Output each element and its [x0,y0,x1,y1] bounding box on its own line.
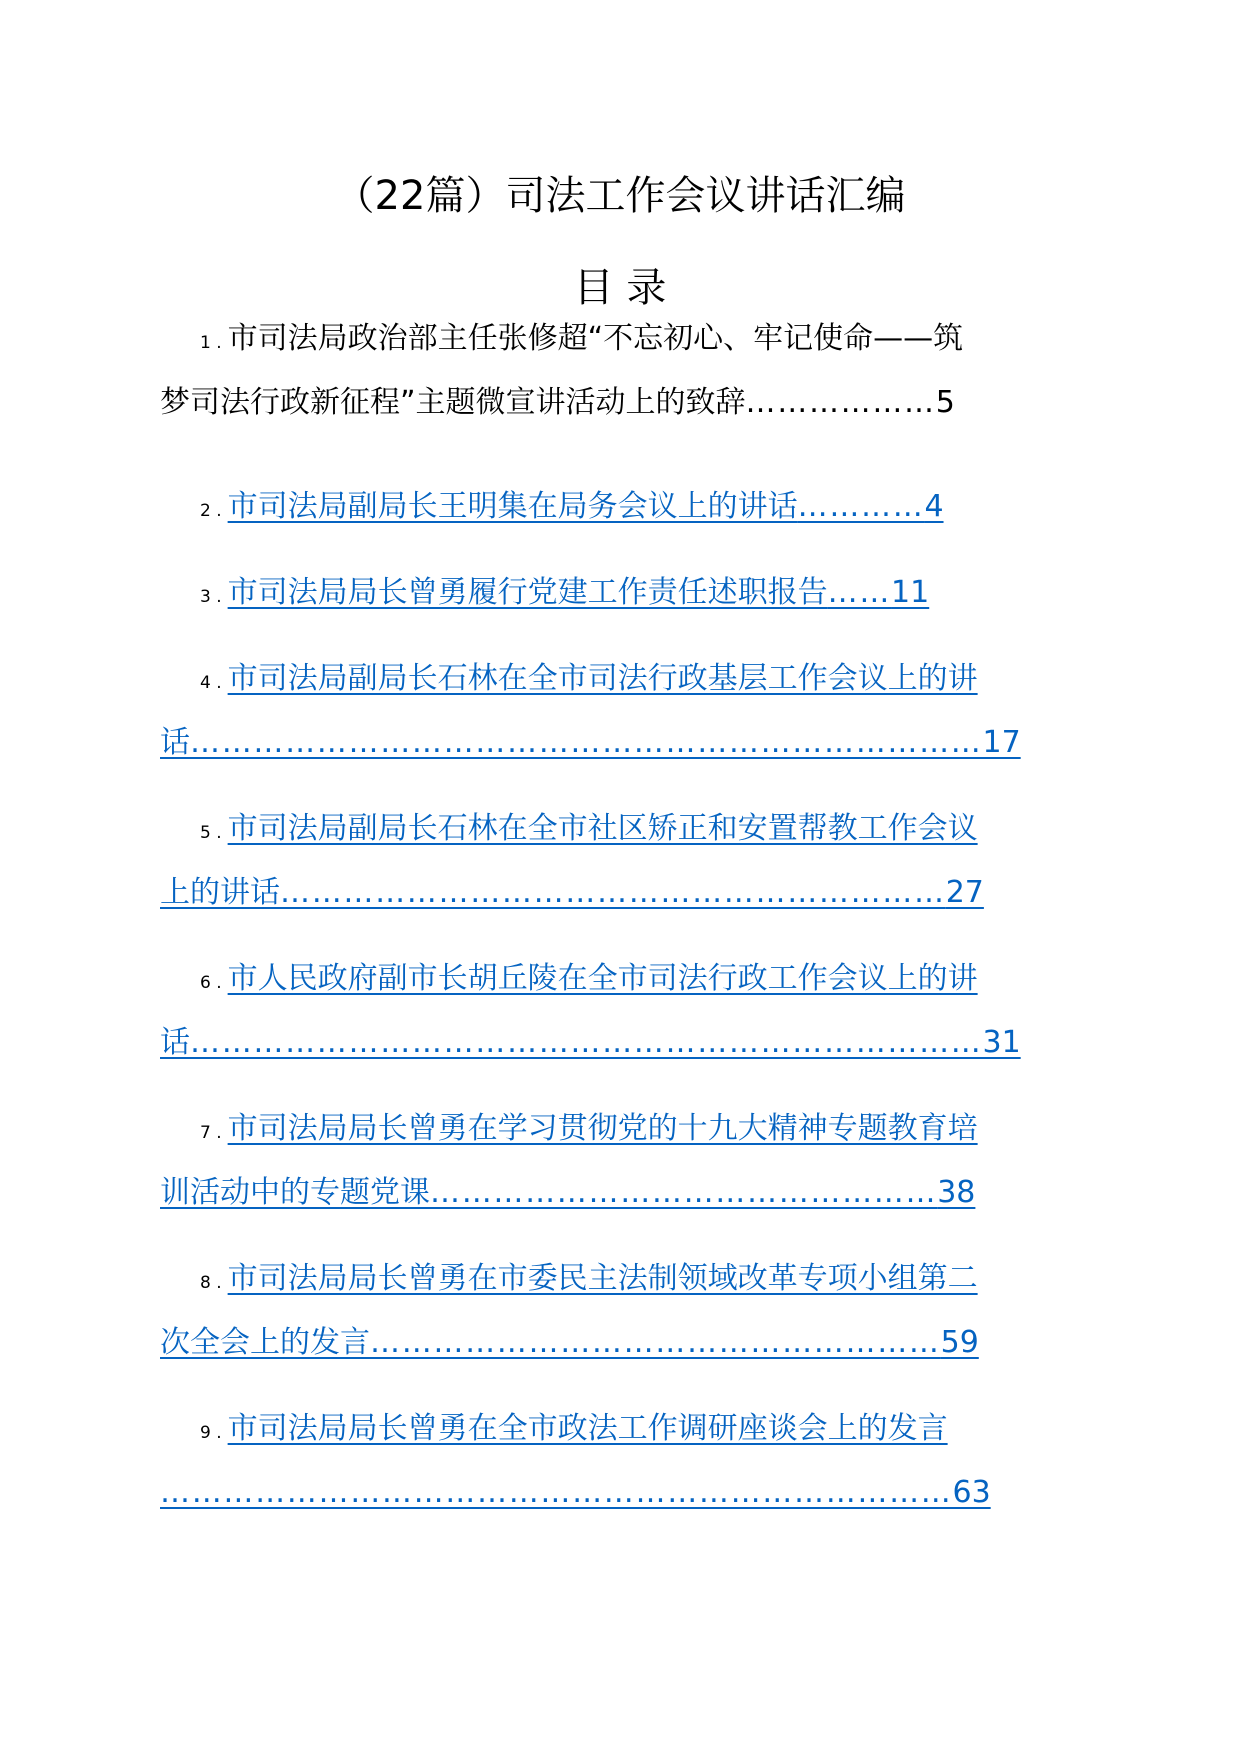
toc-entry-link[interactable]: 市司法局局长曾勇在学习贯彻党的十九大精神专题教育培 [227,1111,978,1146]
toc-leader-dots[interactable]: ……………………………………………… [370,1325,941,1360]
toc-entry-number: 2 . [200,501,222,521]
toc-leader-dots[interactable]: ………………………………………………………………… [190,725,983,760]
toc-page-number: 5 [935,385,955,420]
toc-entry-number: 6 . [200,973,222,993]
toc-entry-number: 5 . [200,823,222,843]
toc-leader-dots[interactable]: ……………………………………………………… [280,875,946,910]
toc-entry-line[interactable] [200,486,944,528]
toc-entry-line[interactable] [200,1108,978,1150]
toc-entry-line[interactable] [160,1322,979,1364]
toc-page-number[interactable]: 59 [940,1325,979,1360]
toc-entry-number: 4 . [200,673,222,693]
toc-entry-link-continued[interactable] [160,725,1021,760]
toc-leader-dots: ……………… [745,385,936,420]
toc-entry-line [160,382,955,424]
toc-leader-dots[interactable]: ………………………………………… [430,1175,938,1210]
toc-entry-number: 8 . [200,1273,222,1293]
toc-entry-link[interactable] [228,489,944,524]
toc-leader-dots[interactable]: …… [827,575,892,610]
toc-entry-title-continued[interactable]: 训活动中的专题党课 [160,1175,430,1210]
toc-entry-link-continued[interactable] [160,1325,979,1360]
toc-entry-title-continued[interactable]: 上的讲话 [160,875,280,910]
toc-entry-line[interactable] [160,722,1021,764]
toc-entry-line[interactable] [200,958,978,1000]
document-title: （22篇）司法工作会议讲话汇编 [334,173,906,219]
toc-entry-number: 7 . [200,1123,222,1143]
toc-entry-title[interactable]: 市司法局局长曾勇履行党建工作责任述职报告 [227,575,828,610]
toc-page-number[interactable]: 11 [891,575,930,610]
toc-entry-line[interactable] [200,808,978,850]
toc-page-number[interactable]: 17 [982,725,1021,760]
toc-entry-link[interactable]: 市司法局局长曾勇在市委民主法制领域改革专项小组第二 [227,1261,978,1296]
toc-page-number[interactable]: 4 [924,489,944,524]
toc-entry-link[interactable]: 市司法局副局长石林在全市司法行政基层工作会议上的讲 [227,661,978,696]
toc-entry-line[interactable] [160,872,984,914]
toc-entry-link-continued[interactable] [160,875,984,910]
toc-entry-title-continued[interactable]: 次全会上的发言 [160,1325,370,1360]
toc-entry-line[interactable] [200,658,978,700]
toc-leader-dots[interactable]: ………………………………………………………………… [160,1475,953,1510]
toc-entry-link-continued[interactable] [160,1025,1021,1060]
toc-page-number[interactable]: 63 [952,1475,991,1510]
toc-entry-line[interactable] [160,1022,1021,1064]
toc-entry-title-continued[interactable]: 话 [160,725,190,760]
toc-entry-link-continued[interactable] [160,1175,975,1210]
toc-entry-title-continued: 梦司法行政新征程”主题微宣讲活动上的致辞 [160,385,746,420]
toc-entry-number: 3 . [200,587,222,607]
toc-entry-link-continued[interactable] [160,1475,991,1510]
toc-entry-link[interactable]: 市司法局局长曾勇在全市政法工作调研座谈会上的发言 [227,1411,948,1446]
toc-heading: 目 录 [573,265,667,311]
toc-entry-link[interactable]: 市人民政府副市长胡丘陵在全市司法行政工作会议上的讲 [227,961,978,996]
toc-page-number[interactable]: 31 [982,1025,1021,1060]
toc-entry-link[interactable]: 市司法局副局长石林在全市社区矫正和安置帮教工作会议 [227,811,978,846]
toc-leader-dots[interactable]: ………… [797,489,925,524]
toc-entry-line [200,318,963,360]
toc-entry-line[interactable] [160,1172,975,1214]
toc-entry-title: 市司法局政治部主任张修超“不忘初心、牢记使命——筑 [227,321,964,356]
toc-page-number[interactable]: 38 [937,1175,976,1210]
toc-entry-link[interactable] [228,575,930,610]
toc-page-number[interactable]: 27 [945,875,984,910]
toc-entry-number: 1 . [200,333,222,353]
toc-leader-dots[interactable]: ………………………………………………………………… [190,1025,983,1060]
toc-entry-line[interactable] [200,1408,948,1450]
toc-entry-line[interactable] [200,1258,978,1300]
toc-entry-number: 9 . [200,1423,222,1443]
toc-entry-title[interactable]: 市司法局副局长王明集在局务会议上的讲话 [227,489,798,524]
toc-entry-title-continued[interactable]: 话 [160,1025,190,1060]
toc-entry-line[interactable] [160,1472,991,1514]
toc-entry-line[interactable] [200,572,929,614]
